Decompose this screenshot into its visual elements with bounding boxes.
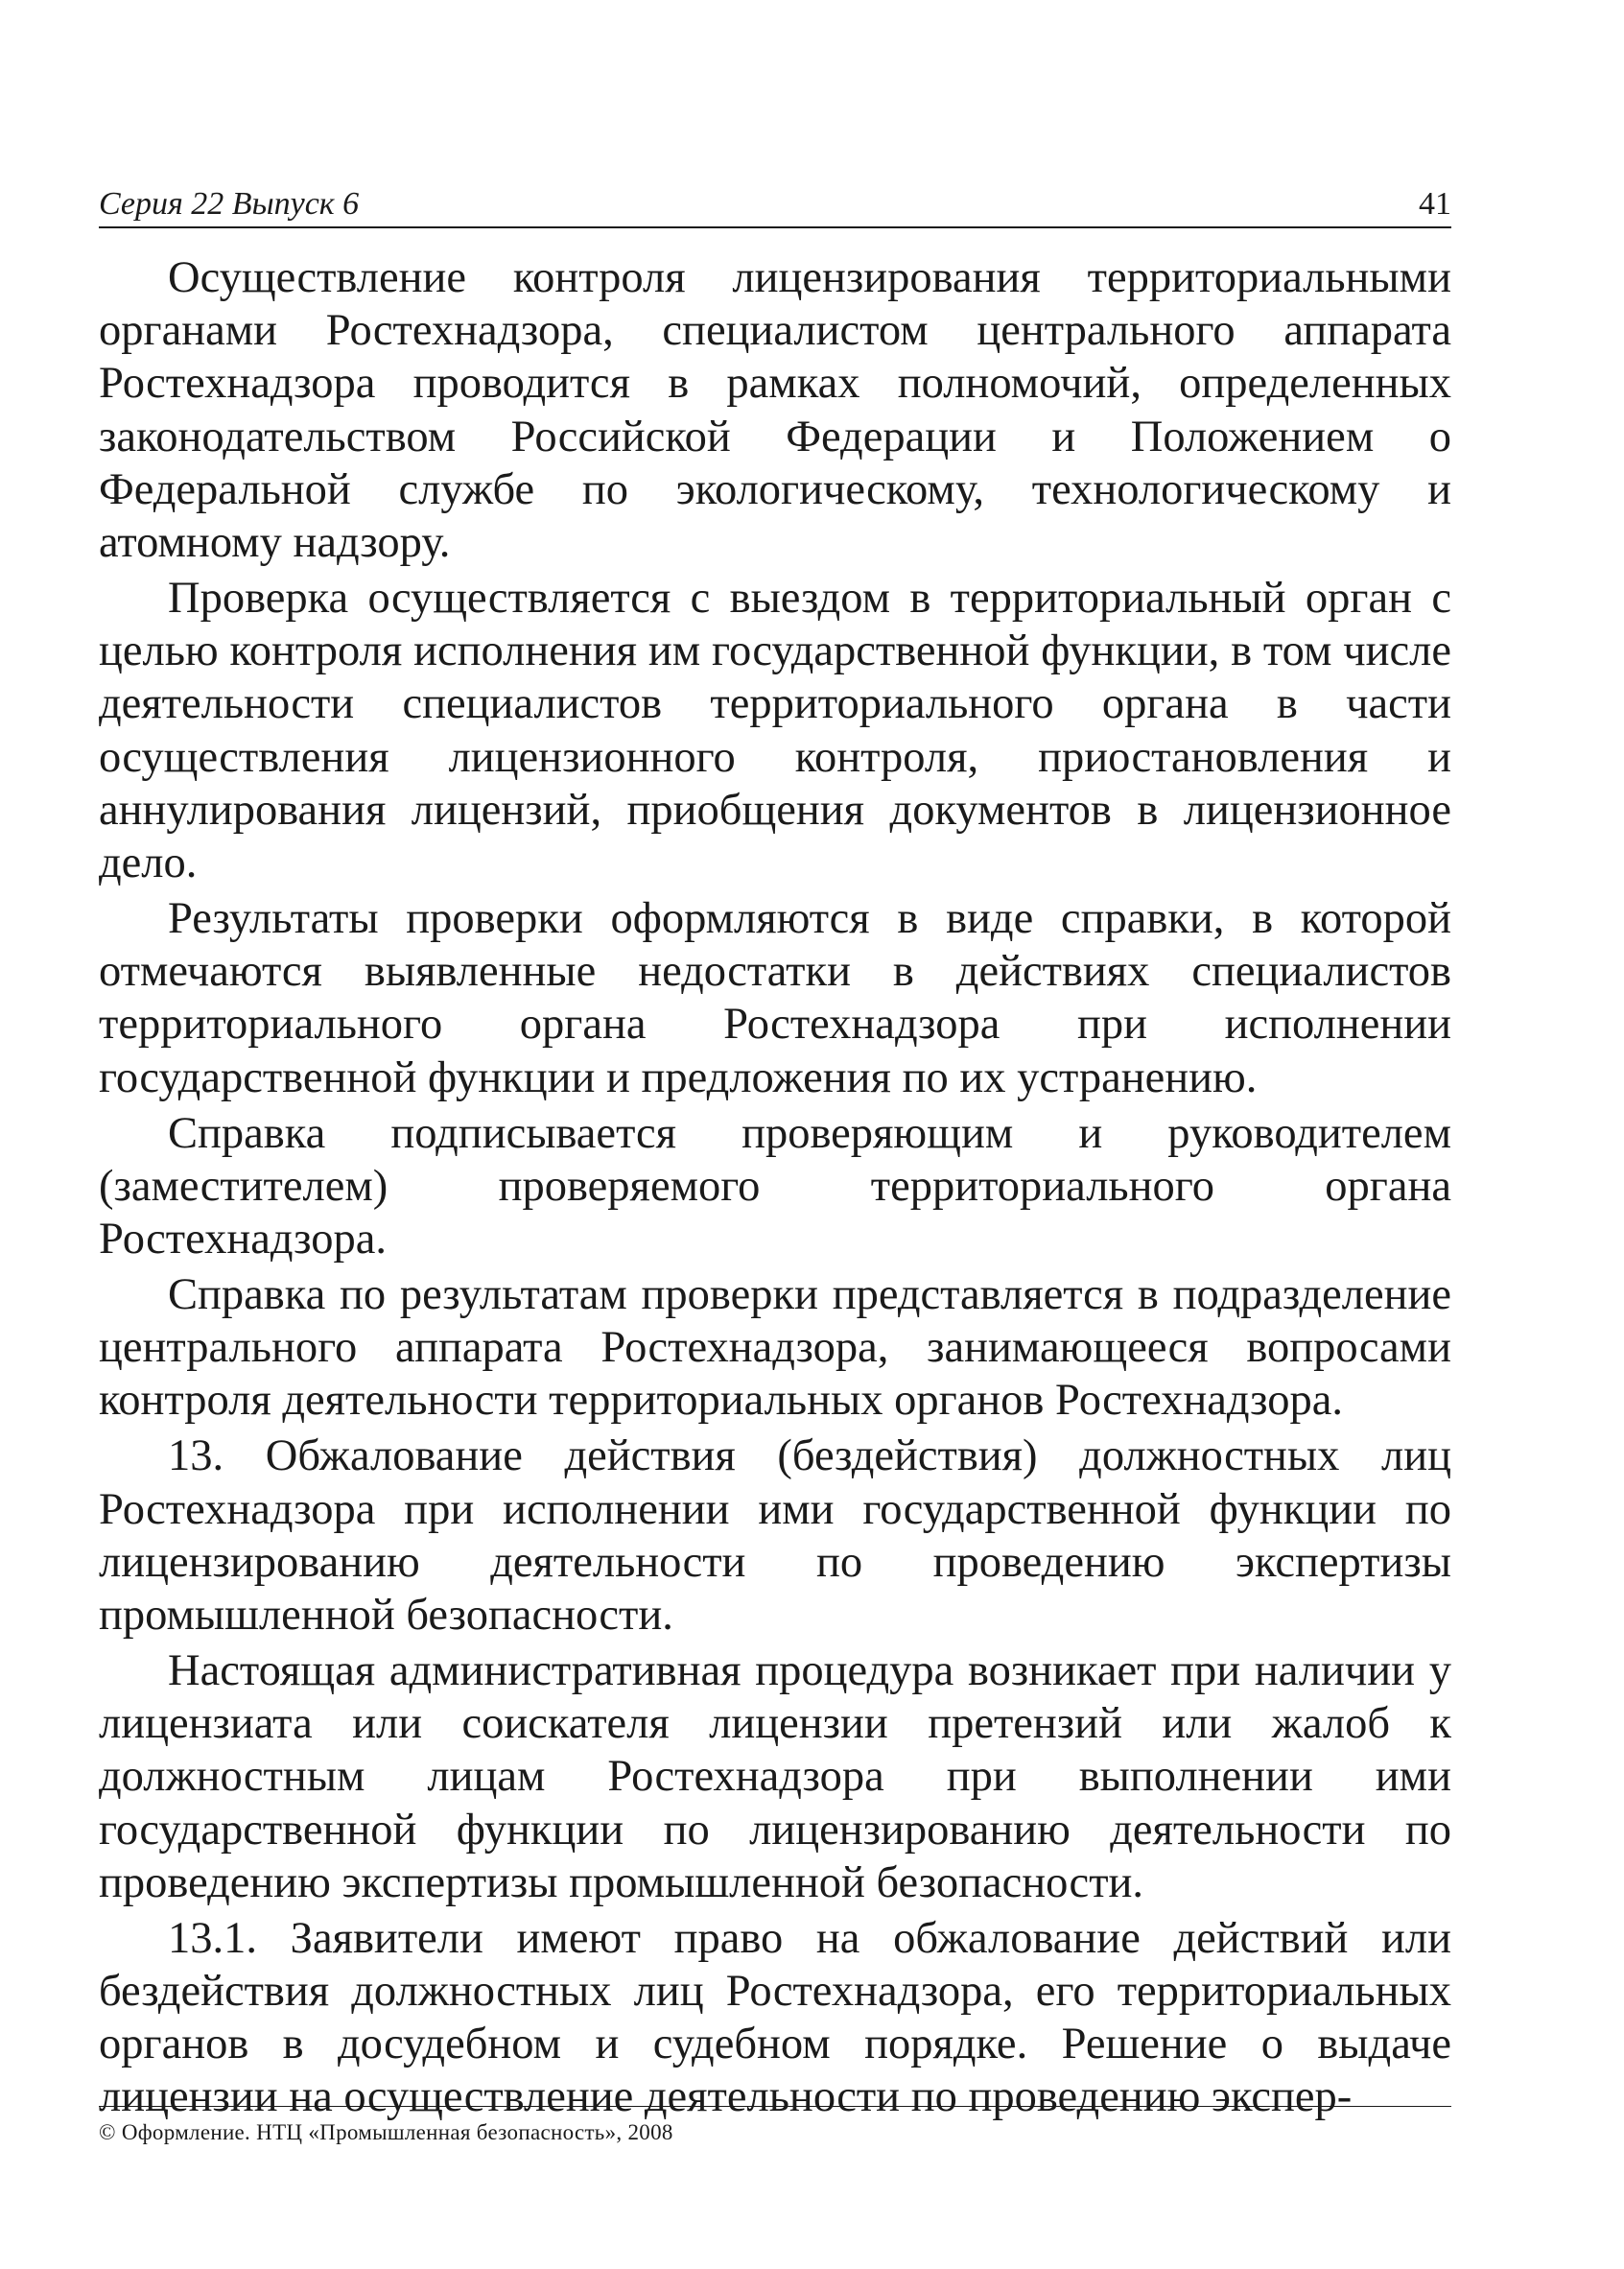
- page-number: 41: [1419, 186, 1451, 222]
- running-header: [99, 182, 1451, 228]
- copyright-notice: © Оформление. НТЦ «Промышленная безопасность», 2008: [99, 2120, 673, 2144]
- paragraph: Настоящая административная процедура возникает при наличии у лицензиата или соискателя лицензии претензий или жалоб к должностным лицам Ростехнадзора при выполнении ими государственной функции по лицензированию деятельности по проведению экспертизы промышленной безопасности.: [99, 1646, 1451, 1907]
- series-title: Серия 22 Выпуск 6: [99, 186, 360, 222]
- page-footer: [99, 2106, 1451, 2145]
- paragraph: Справка по результатам проверки представляется в подразделение центрального аппарата Ростехнадзора, занимающееся вопросами контроля деятельности территориальных органов Ростехнадзора.: [99, 1270, 1451, 1426]
- paragraph-13-1: 13.1. Заявители имеют право на обжалование действий или бездействия должностных лиц Ростехнадзора, его территориальных органов в досудебном и судебном порядке. Решение о выдаче лицензии на осуществление деятельности по проведению экспер-: [99, 1913, 1451, 2122]
- footer-divider: [99, 2106, 1451, 2107]
- document-body: [99, 251, 1451, 2126]
- paragraph: Проверка осуществляется с выездом в территориальный орган с целью контроля исполнения им государственной функции, в том числе деятельности специалистов территориального органа в части осуществления лицензионного контроля, приостановления и аннулирования лицензий, приобщения документов в лицензионное дело.: [99, 574, 1451, 888]
- paragraph: Справка подписывается проверяющим и руководителем (заместителем) проверяемого территориального органа Ростехнадзора.: [99, 1108, 1451, 1264]
- paragraph: Результаты проверки оформляются в виде справки, в которой отмечаются выявленные недостатки в действиях специалистов территориального органа Ростехнадзора при исполнении государственной функции и предложения по их устранению.: [99, 894, 1451, 1102]
- paragraph: Осуществление контроля лицензирования территориальными органами Ростехнадзора, специалистом центрального аппарата Ростехнадзора проводится в рамках полномочий, определенных законодательством Российской Федерации и Положением о Федеральной службе по экологическому, технологическому и атомному надзору.: [99, 253, 1451, 568]
- section-heading-13: 13. Обжалование действия (бездействия) должностных лиц Ростехнадзора при исполнении ими государственной функции по лицензированию деятельности по проведению экспертизы промышленной безопасности.: [99, 1431, 1451, 1641]
